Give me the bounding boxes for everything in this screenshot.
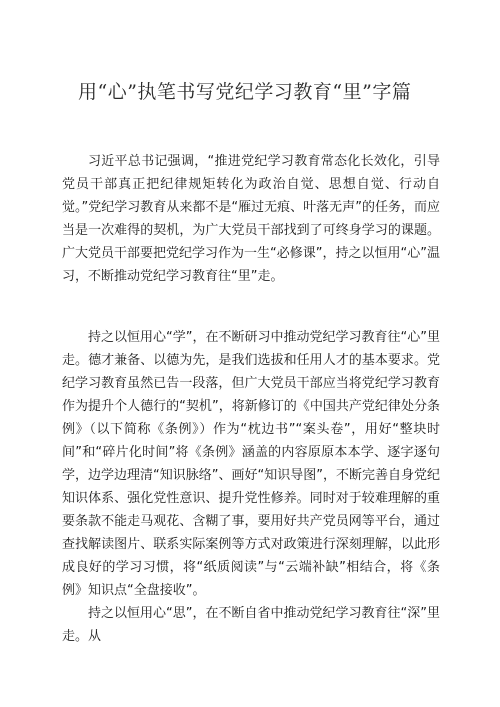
document-title: 用“心”执笔书写党纪学习教育“里”字篇 (78, 81, 412, 103)
paragraph: 持之以恒用心“思”，在不断自省中推动党纪学习教育往“深”里走。从 (62, 606, 440, 644)
document-body (62, 150, 440, 648)
paragraph: 习近平总书记强调，“推进党纪学习教育常态化长效化，引导党员干部真正把纪律规矩转化为政治自觉、思想自觉、行动自觉。”党纪学习教育从来都不是“雁过无痕、叶落无声”的任务，而应当是一次难得的契机，为广大党员干部找到了可终身学习的课题。广大党员干部要把党纪学习作为一生“必修课”，持之以恒用“心”温习，不断推动党纪学习教育往“里”走。 (62, 154, 440, 284)
paragraph: 持之以恒用心“学”，在不断研习中推动党纪学习教育往“心”里走。德才兼备、以德为先，是我们选拔和任用人才的基本要求。党纪学习教育虽然已告一段落，但广大党员干部应当将党纪学习教育作为提升个人德行的“契机”，将新修订的《中国共产党纪律处分条例》（以下简称《条例》）作为“枕边书”“案头卷”，用好“整块时间”和“碎片化时间”将《条例》涵盖的内容原原本本学、逐字逐句学，边学边理清“知识脉络”、画好“知识导图”，不断完善自身党纪知识体系、强化党性意识、提升党性修养。同时对于较难理解的重要条款不能走马观花、含糊了事，要用好共产党员网等平台，通过查找解读图片、联系实际案例等方式对政策进行深刻理解，以此形成良好的学习习惯，将“纸质阅读”与“云端补缺”相结合，将《条例》知识点“全盘接收”。 (62, 330, 440, 598)
